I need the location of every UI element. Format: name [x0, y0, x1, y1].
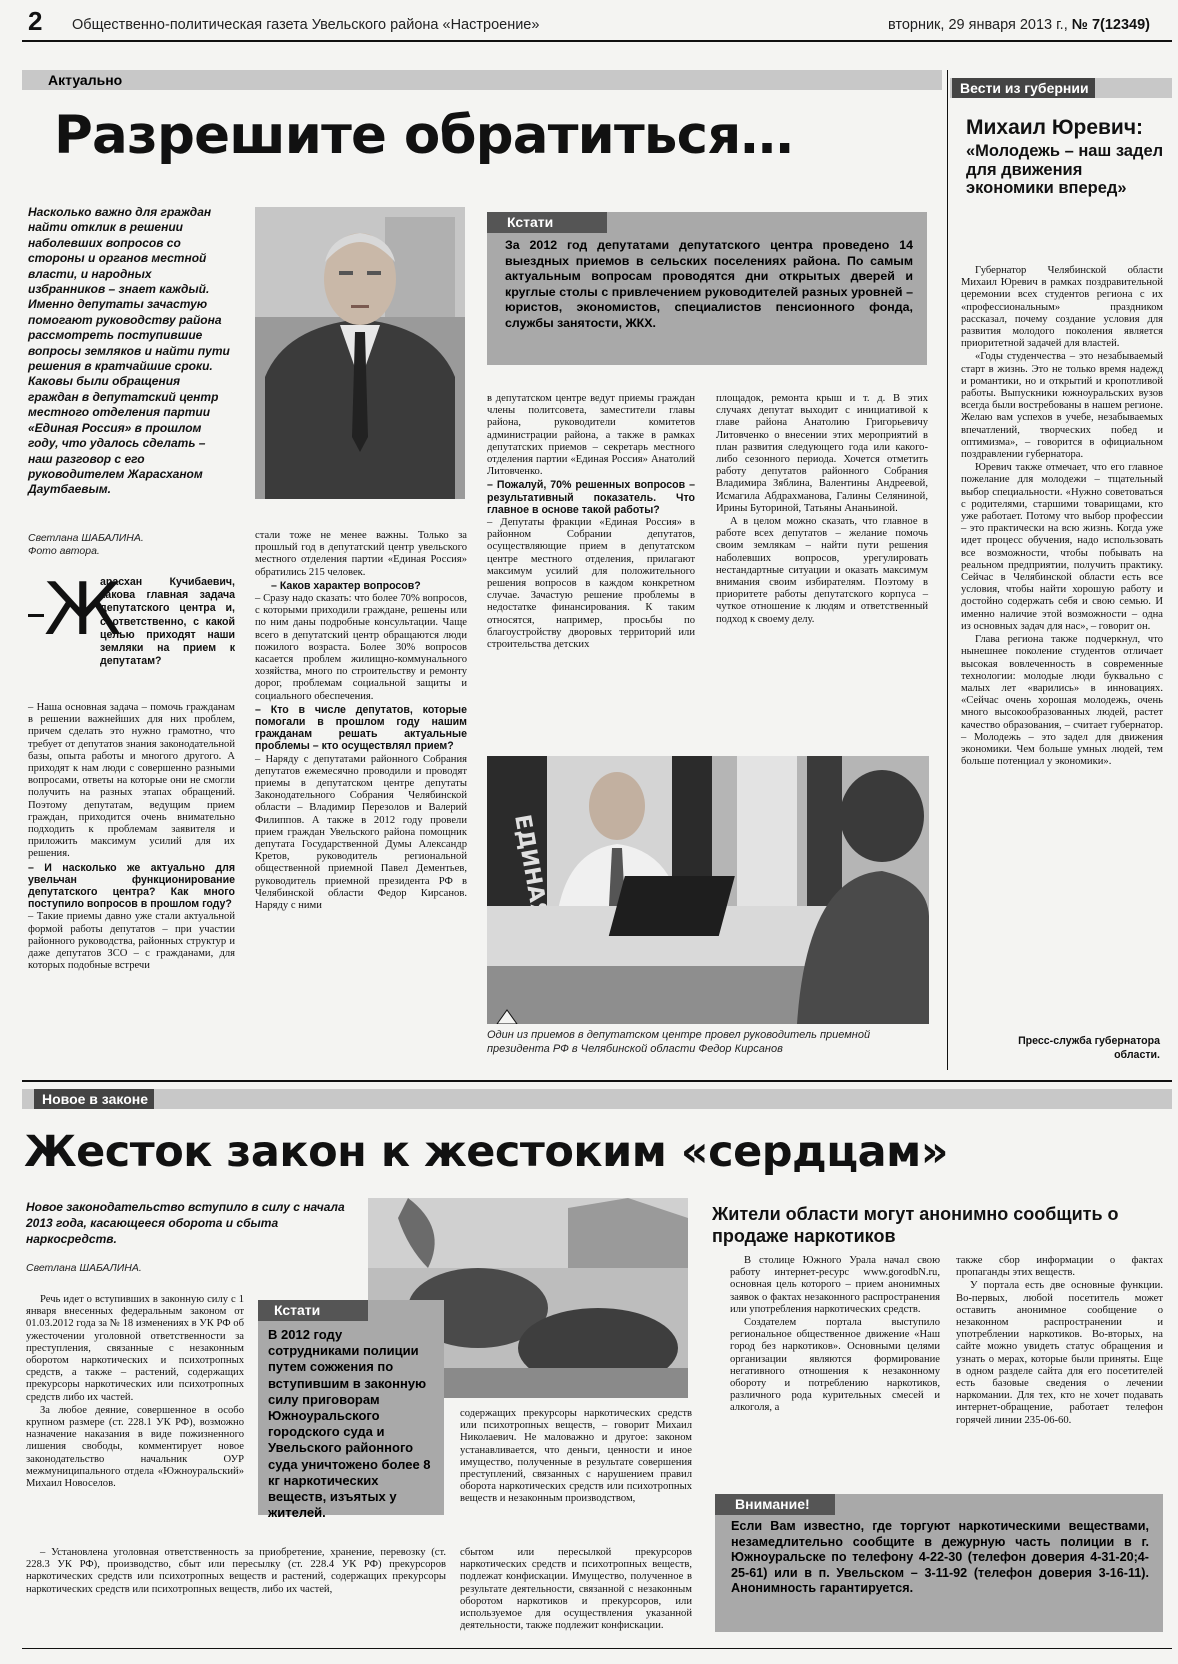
kstati-box-1-title: Кстати: [487, 212, 607, 233]
paragraph: Глава региона также подчеркнул, что нынешнее поколение студентов отличает высокая вовлеченность в современные технологии: молодые люди буквально с малых лет «варились» в инновациях. «Сейчас очень хорошая молодежь, очень много высокообразованных людей, растет качество образования, – считает губернатор. – Молодежь – это задел для движения экономики. Чем больше умных людей, тем больше потенциал у экономики».: [961, 634, 1163, 768]
article1-intro: арасхан Кучибаевич, какова главная задача депутатского центра и, соответственно, с какой целью приходят наши земляки на прием к депутатам?: [100, 576, 235, 668]
paragraph: площадок, ремонта крыш и т. д. В этих случаях депутат выходит с инициативой к главе района Анатолию Григорьевичу Литовченко о внесении этих мероприятий в план развития следующего года или какого-либо сезонного периода. Хочется отметить работу депутатов районного Собрания Владимира Зяблина, Валентины Андреевой, Исмагила Абдрахманова, Галины Селяниной, Ирины Буториной, Татьяны Ананьиной.: [716, 393, 928, 514]
article1-col2: [255, 530, 467, 912]
paragraph: А в целом можно сказать, что главное в работе всех депутатов – желание помочь своим землякам – найти пути решения наболевших вопросов, урегулировать нестандартные ситуации и оказать максимум внимания своим избирателям. Поэтому в приоритете работы депутатского корпуса – чуткое отношение к людям и ответственный подход к своему делу.: [716, 516, 928, 625]
article2-mid-col: содержащих прекурсоры наркотических средств или психотропных веществ, – говорит Михаил Николаевич. Не маловажно и другое: законом устанавливается, что деньги, ценности и иное имущество, полученные в результате совершения преступлений, связанных с нарушением правил оборота наркотических средств или психотропных веществ и незаконным производством,: [460, 1408, 692, 1505]
dropcap: Ж: [44, 567, 122, 651]
issue-date: [888, 16, 1150, 34]
header-rule: [22, 40, 1172, 42]
kstati-box-1: [487, 212, 927, 365]
article1-headline: Разрешите обратиться…: [54, 105, 793, 166]
article2-lead: Новое законодательство вступило в силу с начала 2013 года, касающееся оборота и сбыта наркосредств.: [26, 1200, 345, 1246]
kstati-box-2-text: В 2012 году сотрудниками полиции путем сожжения по вступившим в законную силу приговорам Южноуральского городского суда и Увельского районного суда уничтожено более 8 кг наркотических веществ, изъятых у жителей.: [268, 1327, 431, 1521]
article2-headline: Жесток закон к жестоким «сердцам»: [24, 1127, 949, 1177]
paragraph: Речь идет о вступивших в законную силу с 1 января внесенных федеральным законом от 01.03.2012 года за № 18 изменениях в УК РФ об ужесточении уголовной ответственности за преступления, связанные с незаконным оборотом наркотических и психотропных средств, а также – растений, содержащих прекурсоры наркотических или психотропных средств либо их частей.: [26, 1294, 244, 1403]
paragraph: Губернатор Челябинской области Михаил Юревич в рамках поздравительной церемонии всех студентов региона с их «профессиональным» праздником рассказал, почему создание условия для развития молодого поколения является приоритетной задачей для властей.: [961, 265, 1163, 350]
question: – Каков характер вопросов?: [271, 579, 421, 592]
article3-headline: Жители области могут анонимно сообщить о продаже наркотиков: [712, 1204, 1119, 1246]
attention-box-text: Если Вам известно, где торгуют наркотическими веществами, незамедлительно сообщите в дежурную часть полиции в г. Южноуральске по телефону 4-22-30 (телефон доверия 4-31-20;4-25-61) или в п. Увельском – 3-11-92 (телефон доверия 3-16-11). Анонимность гарантируется.: [731, 1519, 1149, 1596]
article1-col1: [28, 702, 235, 972]
paragraph: также сбор информации о фактах пропаганды этих веществ.: [956, 1255, 1163, 1279]
article1-col3: [487, 393, 695, 651]
answer: – Наряду с депутатами районного Собрания депутатов ежемесячно проводили и проводят приемы в депутатском центре депутаты Законодательного Собрания Челябинской области – Владимир Перезолов и Валерий Филиппов. А также в 2012 году провели прием граждан Увельского района помощник депутата Государственной Думы Александр Кретов, руководитель региональной общественной приемной Павел Дементьев, руководитель приемной президента РФ в Челябинской области Федор Кирсанов. Наряду с ними: [255, 753, 467, 912]
rubric-bar-law: [22, 1089, 1172, 1109]
article1-lead: Насколько важно для граждан найти отклик в решении наболевших вопросов со стороны и органов местной власти, и народных избранников – знает каждый. Именно депутаты зачастую помогают руководству района рассмотреть поступившие вопросы земляков и найти пути решения в кратчайшие сроки. Каковы были обращения граждан в депутатский центр местного отделения партии «Единая Россия» в прошлом году, что удалось сделать – наш разговор с его руководителем Жарасханом Даутбаевым.: [28, 205, 230, 497]
article2-bottom-left: – Установлена уголовная ответственность за приобретение, хранение, перевозку (ст. 228.3 УК РФ), производство, сбыт или пересылку (ст. 228.4 УК РФ) прекурсоров наркотических средств или психотропных веществ и растений, содержащих прекурсоры наркотических средств или психотропных веществ, либо их частей,: [26, 1547, 446, 1595]
date-text: вторник, 29 января 2013 г.,: [887, 17, 1068, 33]
paragraph: У портала есть две основные функции. Во-первых, любой посетитель может оставить анонимное сообщение о незаконном распространении и употреблении наркотиков. Во-вторых, на сайте можно увидеть статус обращения и узнать о мерах, которые были приняты. Еще в одном разделе сайта для его посетителей есть базовые сведения о лечении наркомании. Для тех, кто не хочет подавать интернет-обращение, работает телефон горячей линии 235-06-60.: [956, 1280, 1163, 1426]
question: – Пожалуй, 70% решенных вопросов – результативный показатель. Что главное в основе такой работы?: [487, 479, 695, 516]
issue-number: № 7(12349): [1071, 17, 1150, 33]
reception-photo-caption: Один из приемов в депутатском центре провел руководитель приемной президента РФ в Челябинской области Федор Кирсанов: [487, 1029, 871, 1055]
article2-bottom-mid: сбытом или пересылкой прекурсоров наркотических средств и психотропных веществ, подлежат конфискации. Имущество, полученное в результате деятельности, связанной с незаконным оборотом наркотиков и прекурсоров, или используемое для осуществления указанной деятельности, также подлежит конфискации.: [460, 1547, 692, 1632]
page-header: [0, 0, 1178, 40]
reception-illustration: [487, 756, 929, 1024]
paper-title: Общественно-политическая газета Увельского района «Настроение»: [72, 17, 540, 33]
article3-col1: [730, 1255, 940, 1415]
article2-byline: Светлана ШАБАЛИНА.: [26, 1262, 142, 1274]
dropcap-dash: [28, 614, 44, 617]
attention-box-title: Внимание!: [715, 1494, 835, 1515]
sidebar-text: [961, 265, 1163, 768]
rubric-gubernia: Вести из губернии: [952, 78, 1095, 98]
byline-author: Светлана ШАБАЛИНА.: [28, 532, 144, 544]
answer: в депутатском центре ведут приемы граждан члены политсовета, заместители главы района, руководители комитетов администрации района, а также в рамках депутатских приемов – секретарь местного отделения партии «Единая Россия» Анатолий Литовченко.: [487, 393, 695, 478]
question: – И насколько же актуально для увельчан функционирование депутатского центра? Как много поступило вопросов в прошлом году?: [28, 861, 235, 911]
answer: – Депутаты фракции «Единая Россия» в районном Собрании депутатов, осуществляющие прием в депутатском центре местного отделения, прилагают максимум усилий для положительного решения вопросов в каждом конкретном случае. Зачастую решение проблемы в недостатке финансирования. К таким относятся, например, просьбы по благоустройству дворовых территорий или строительства детских: [487, 517, 695, 651]
paragraph: За любое деяние, совершенное в особо крупном размере (ст. 228.1 УК РФ), возможно назначение наказания в виде пожизненного лишения свободы, комментирует новое законодательство начальник ОУР межмуниципального отдела «Южноуральский» Михаил Новоселов.: [26, 1404, 244, 1490]
answer: – Такие приемы давно уже стали актуальной формой работы депутатов – при участии районного руководства, районных структур и даже депутатов ЗСО – с гражданами, для которых подобные встречи: [28, 911, 235, 972]
sidebar-headline: [966, 116, 1166, 198]
rubric-bar-actual: [22, 70, 942, 90]
sidebar-signature: Пресс-служба губернатора области.: [1018, 1035, 1160, 1061]
answer: стали тоже не менее важны. Только за прошлый год в депутатский центр увельского местного отделения партии «Единая Россия» обратились 215 человек.: [255, 530, 467, 578]
kstati-box-2-title: Кстати: [258, 1300, 368, 1321]
reception-photo: [487, 756, 929, 1024]
sidebar-headline-name: Михаил Юревич:: [966, 116, 1144, 139]
byline-photo: Фото автора.: [28, 545, 100, 557]
answer: – Сразу надо сказать: что более 70% вопросов, с которыми приходили граждане, решены или по ним даны подробные консультации. Чаще всего в депутатский центр обращаются люди пожилого возраста. Более 30% вопросов касается проблем жилищно-коммунального хозяйства, много по строительству и ремонту дорог, проблемам социальной защиты и социального обеспечения.: [255, 593, 467, 702]
page-number: 2: [28, 6, 43, 36]
article3-col2: [956, 1255, 1163, 1427]
answer: – Наша основная задача – помочь гражданам в решении важнейших для них проблем, причем сделать это нужно грамотно, что требует от депутатов знания законодательной базы, опыта работы и многого другого. А приходят к нам люди с совершенно разными вопросами, ответы на которые они не смогли получить на разных этапах обращений. Поэтому депутатам, ведущим прием граждан, приходится очень внимательно подходить к проблемам заявителя и приложить максимум усилий для их решения.: [28, 702, 235, 860]
portrait-photo: [255, 207, 465, 499]
rubric-actual: Актуально: [48, 72, 123, 88]
question: – Кто в числе депутатов, которые помогали в прошлом году нашим гражданам решать актуальные проблемы – кто осуществлял прием?: [255, 703, 467, 753]
page-bottom-rule: [22, 1648, 1172, 1649]
paragraph: Юревич также отмечает, что его главное пожелание для молодежи – тщательный выбор специальности. «Нужно советоваться с родителями, старшими товарищами, кто уже работает. Потому что выбор профессии – это практически на всю жизнь. Когда уже идет процесс обучения, надо использовать все возможности, чтобы побывать на реальном предприятии, получить практику. Сейчас в Челябинской области есть все условия, чтобы найти хорошую работу и достойно содержать себя и свою семью. И именно наличие этой возможности – одна из основных задач для нас», – говорит он.: [961, 462, 1163, 632]
attention-box: [715, 1494, 1163, 1632]
paragraph: Создателем портала выступило региональное общественное движение «Наш город без наркотиков». Основными целями организации являются формирование негативного отношения к незаконному обороту и потреблению наркотиков, различного рода курительных смесей и алкоголя, а: [730, 1317, 940, 1414]
sidebar-divider: [947, 70, 948, 1070]
kstati-box-1-text: За 2012 год депутатами депутатского центра проведено 14 выездных приемов в сельских поселениях района. По самым актуальным вопросам проводятся дни открытых дверей и круглые столы с привлечением руководителей разных уровней – юристов, экономистов, специалистов пенсионного фонда, службы занятости, ЖКХ.: [505, 238, 913, 330]
kstati-box-2: [258, 1300, 444, 1521]
paragraph: В столице Южного Урала начал свою работу интернет-ресурс www.gorodbN.ru, основная цель которого – прием анонимных заявок о фактах незаконного распространения или употребления наркотических средств.: [730, 1255, 940, 1315]
article1-byline: [28, 532, 232, 558]
rubric-law: Новое в законе: [34, 1089, 154, 1109]
paragraph: «Годы студенчества – это незабываемый старт в жизнь. Это не только время надежд и романтики, но и открытий и кропотливой работы. Выпускники южноуральских вузов всегда были востребованы в нашем регионе. Желаю вам успехов в учебе, незабываемых впечатлений, творческих побед и оптимизма», – говорится в официальном поздравлении губернатора.: [961, 351, 1163, 461]
section-rule: [22, 1080, 1172, 1082]
rubric-bar-gubernia: [950, 78, 1172, 98]
article2-col1: [26, 1294, 244, 1490]
article1-col4: [716, 393, 928, 626]
sidebar-headline-quote: «Молодежь – наш задел для движения экономики вперед»: [966, 142, 1164, 197]
portrait-illustration: [255, 207, 465, 499]
